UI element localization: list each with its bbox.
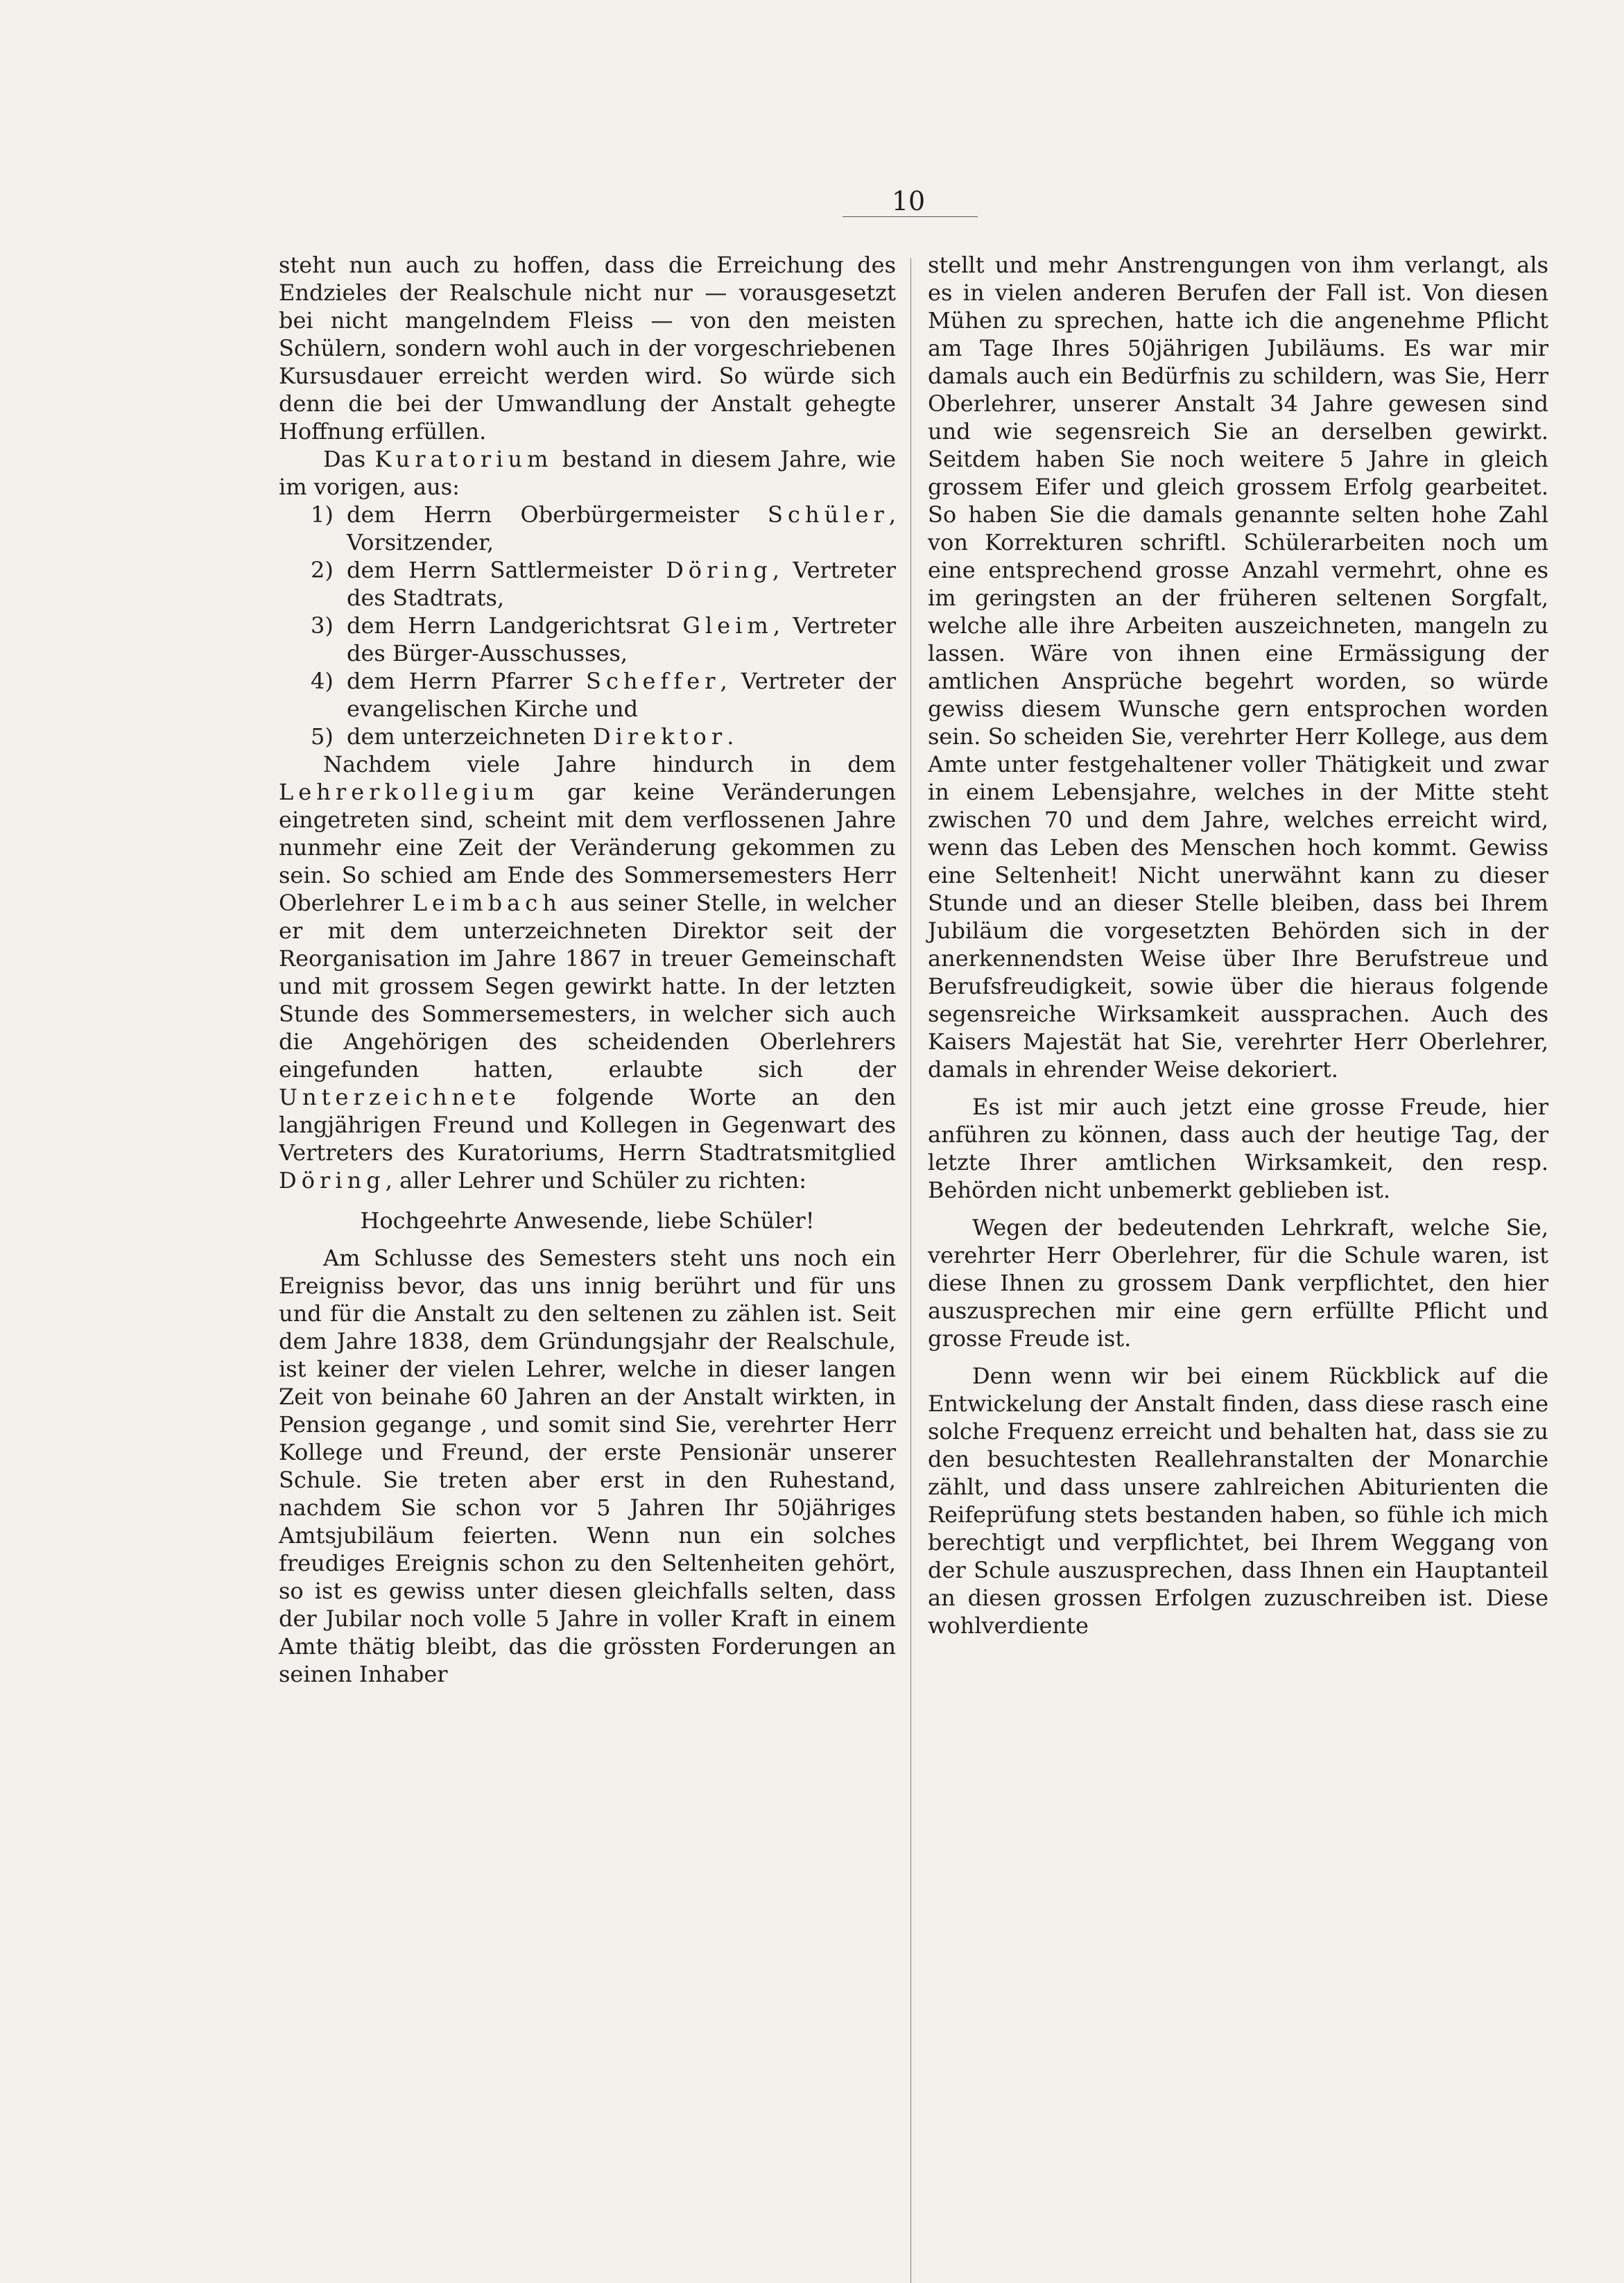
list-item xyxy=(279,723,896,750)
list-item-number: 2) xyxy=(311,557,334,583)
list-item-role: . xyxy=(727,723,734,750)
paragraph-text: gar keine Veränderungen eingetreten sind, scheint mit dem verflossenen Jahre nunmehr eine Zeit der Veränderung gekommen zu sein. So schied am Ende des Sommersemesters Herr Oberlehrer xyxy=(279,779,897,916)
list-item-name: Schüler xyxy=(768,501,889,528)
list-item-number: 4) xyxy=(311,668,334,694)
left-paragraph-kuratorium xyxy=(279,445,896,501)
list-item-name: Gleim xyxy=(682,612,773,639)
list-item-role: , Vertreter der evangelischen Kirche und xyxy=(347,668,897,722)
page-number-rule xyxy=(843,216,978,217)
list-item xyxy=(279,556,896,612)
emphasized-term: Unterzeichnete xyxy=(279,1084,521,1110)
list-item-text: dem Herrn Landgerichtsrat xyxy=(347,612,670,639)
paragraph-text: folgende Worte an den langjährigen Freund und Kollegen in Gegenwart des Vertreters des Kuratoriums, Herrn Stadtratsmitglied xyxy=(279,1084,897,1166)
kuratorium-member-list xyxy=(279,501,896,750)
left-column xyxy=(279,251,896,1688)
kuratorium-text: bestand in diesem Jahre, wie im vorigen, aus: xyxy=(279,446,897,500)
kuratorium-intro: Das xyxy=(323,446,366,472)
list-item-name: Döring xyxy=(666,557,772,583)
list-item-text: dem Herrn Sattlermeister xyxy=(347,557,653,583)
paragraph-text: aus seiner Stelle, in welcher er mit dem unterzeichneten Direktor seit der Reorganisation im Jahre 1867 in treuer Gemeinschaft und mit grossem Segen gewirkt hatte. In der letzten Stunde des Sommersemesters, in welcher sich auch die Angehörigen des scheidenden Oberlehrers eingefunden hatten, erlaubte sich der xyxy=(279,890,896,1083)
list-item-number: 1) xyxy=(311,501,334,528)
list-item-name: Scheffer xyxy=(585,668,720,694)
list-item-number: 5) xyxy=(311,723,334,750)
list-item-number: 3) xyxy=(311,612,334,639)
emphasized-name: Döring xyxy=(279,1167,386,1194)
right-column xyxy=(928,251,1548,1639)
emphasized-term: Lehrerkollegium xyxy=(279,779,539,805)
list-item-text: dem Herrn Oberbürgermeister xyxy=(347,501,739,528)
list-item xyxy=(279,501,896,556)
list-item-text: dem Herrn Pfarrer xyxy=(347,668,573,694)
right-paragraph-1: stellt und mehr Anstrengungen von ihm verlangt, als es in vielen anderen Berufen der Fall ist. Von diesen Mühen zu sprechen, hatte ich die angenehme Pflicht am Tage Ihres 50jährigen Jubiläums. Es war mir damals auch ein Bedürfnis zu schildern, was Sie, Herr Oberlehrer, unserer Anstalt 34 Jahre gewesen sind und wie segensreich Sie an derselben gewirkt. Seitdem haben Sie noch weitere 5 Jahre in gleich grossem Eifer und gleich grossem Erfolg gearbeitet. So haben Sie die damals genannte selten hohe Zahl von Korrekturen schriftl. Schülerarbeiten noch um eine entsprechend grosse Anzahl vermehrt, ohne es im geringsten an der früheren seltenen Sorgfalt, welche alle ihre Arbeiten auszeichneten, mangeln zu lassen. Wäre von ihnen eine Ermässigung der amtlichen Ansprüche begehrt worden, so würde gewiss diesem Wunsche gern entsprochen worden sein. So scheiden Sie, verehrter Herr Kollege, aus dem Amte unter festgehaltener voller Thätigkeit und zwar in einem Lebensjahre, welches in der Mitte steht zwischen 70 und dem Jahre, welches erreicht wird, wenn das Leben des Menschen hoch kommt. Gewiss eine Seltenheit! Nicht unerwähnt kann zu dieser Stunde und an dieser Stelle bleiben, dass bei Ihrem Jubiläum die vorgesetzten Behörden sich in der anerkennendsten Weise über Ihre Berufstreue und Berufsfreudigkeit, sowie über die hieraus folgende segensreiche Wirksamkeit aussprachen. Auch des Kaisers Majestät hat Sie, verehrter Herr Oberlehrer, damals in ehrender Weise dekoriert. xyxy=(928,252,1548,1083)
list-item xyxy=(279,667,896,723)
list-item-role: , Vertreter des Stadtrats, xyxy=(347,557,897,611)
left-paragraph-speech: Am Schlusse des Semesters steht uns noch ein Ereigniss bevor, das uns innig berührt und für uns und für die Anstalt zu den seltenen zu zählen ist. Seit dem Jahre 1838, dem Gründungsjahr der Realschule, ist keiner der vielen Lehrer, welche in dieser langen Zeit von beinahe 60 Jahren an der Anstalt wirkten, in Pension gegange , und somit sind Sie, verehrter Herr Kollege und Freund, der erste Pensionär unserer Schule. Sie treten aber erst in den Ruhestand, nachdem Sie schon vor 5 Jahren Ihr 50jähriges Amtsjubiläum feierten. Wenn nun ein solches freudiges Ereignis schon zu den Seltenheiten gehört, so ist es gewiss unter diesen gleichfalls selten, dass der Jubilar noch volle 5 Jahre in voller Kraft in einem Amte thätig bleibt, das die grössten Forderungen an seinen Inhaber xyxy=(279,1245,896,1687)
list-item xyxy=(279,612,896,667)
right-paragraph-4: Denn wenn wir bei einem Rückblick auf die Entwickelung der Anstalt finden, dass diese rasch eine solche Frequenz erreicht und behalten hat, dass sie zu den besuchtesten Reallehranstalten der Monarchie zählt, und dass unsere zahlreichen Abiturienten die Reifeprüfung stets bestanden haben, so fühle ich mich berechtigt und verpflichtet, bei Ihrem Weggang von der Schule auszusprechen, dass Ihnen ein Hauptanteil an diesen grossen Erfolgen zuzuschreiben ist. Diese wohlverdiente xyxy=(928,1363,1548,1639)
paragraph-text: , aller Lehrer und Schüler zu richten: xyxy=(385,1167,807,1194)
left-paragraph-1: steht nun auch zu hoffen, dass die Erreichung des Endzieles der Realschule nicht nur — vorausgesetzt bei nicht mangelndem Fleiss — von den meisten Schülern, sondern wohl auch in der vorgeschriebenen Kursusdauer erreicht werden wird. So würde sich denn die bei der Umwandlung der Anstalt gehegte Hoffnung erfüllen. xyxy=(279,252,896,445)
column-divider xyxy=(910,258,911,2283)
left-paragraph-lehrerkollegium xyxy=(279,750,896,1194)
page-number: 10 xyxy=(891,186,926,216)
speech-salutation: Hochgeehrte Anwesende, liebe Schüler! xyxy=(360,1207,815,1234)
right-paragraph-3: Wegen der bedeutenden Lehrkraft, welche Sie, verehrter Herr Oberlehrer, für die Schule waren, ist diese Ihnen zu grossem Dank verpflichtet, den hier auszusprechen mir eine gern erfüllte Pflicht und grosse Freude ist. xyxy=(928,1214,1548,1352)
kuratorium-term: Kuratorium xyxy=(374,446,553,472)
list-item-role: , Vorsitzender, xyxy=(347,501,897,555)
right-paragraph-2: Es ist mir auch jetzt eine grosse Freude, hier anführen zu können, dass auch der heutige Tag, der letzte Ihrer amtlichen Wirksamkeit, den resp. Behörden nicht unbemerkt geblieben ist. xyxy=(928,1094,1548,1203)
list-item-role: , Vertreter des Bürger-Ausschusses, xyxy=(347,612,897,666)
paragraph-text: Nachdem viele Jahre hindurch in dem xyxy=(323,751,896,777)
list-item-text: dem unterzeichneten xyxy=(347,723,586,750)
emphasized-name: Leimbach xyxy=(412,890,562,916)
list-item-name: Direktor xyxy=(592,723,727,750)
